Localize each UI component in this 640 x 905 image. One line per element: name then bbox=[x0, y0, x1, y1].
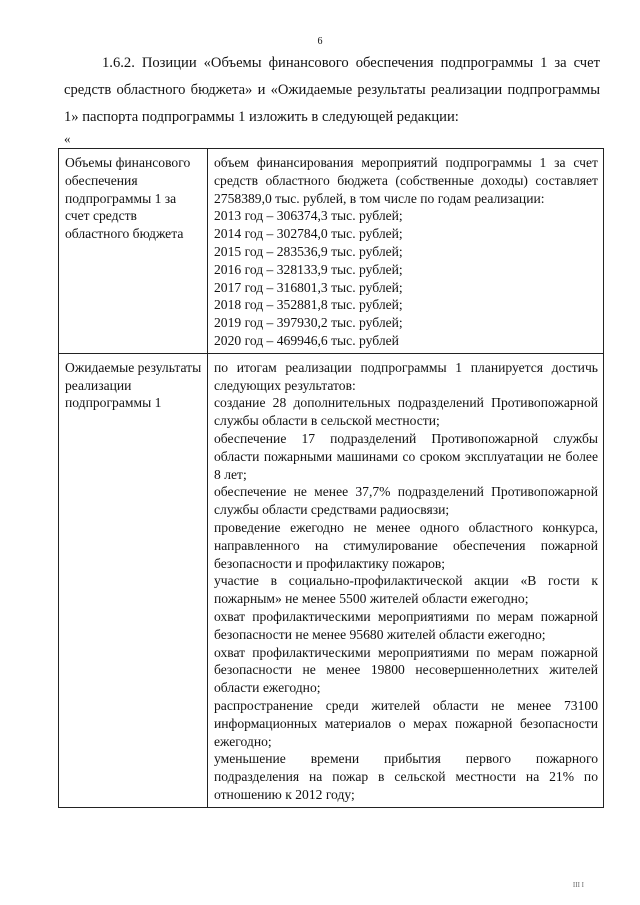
result-item: охват профилактическими мероприятиями по мерам пожарной безопасности не менее 19800 несовершеннолетних жителей области ежегодно; bbox=[214, 644, 598, 696]
result-item: уменьшение времени прибытия первого пожарного подразделения на пожар в сельской местности на 21% по отношению к 2012 году; bbox=[214, 751, 598, 802]
year-line: 2015 год – 283536,9 тыс. рублей; bbox=[214, 243, 403, 259]
year-line: 2014 год – 302784,0 тыс. рублей; bbox=[214, 226, 403, 242]
page-number: 6 bbox=[317, 36, 323, 47]
footer-mark: III I bbox=[572, 881, 584, 889]
result-item: создание 28 дополнительных подразделений Противопожарной службы области в сельской местности; bbox=[214, 395, 598, 429]
year-line: 2017 год – 316801,3 тыс. рублей; bbox=[214, 279, 403, 295]
funding-label: Объемы финансового обеспечения подпрограммы 1 за счет средств областного бюджета bbox=[59, 149, 208, 354]
result-item: обеспечение 17 подразделений Противопожарной службы области пожарными машинами со сроком эксплуатации не более 8 лет; bbox=[214, 430, 598, 482]
passport-table bbox=[58, 148, 604, 808]
year-line: 2018 год – 352881,8 тыс. рублей; bbox=[214, 297, 403, 313]
result-item: проведение ежегодно не менее одного областного конкурса, направленного на стимулирование обеспечения пожарной безопасности и профилактику пожаров; bbox=[214, 519, 598, 571]
year-line: 2013 год – 306374,3 тыс. рублей; bbox=[214, 208, 403, 224]
year-line: 2019 год – 397930,2 тыс. рублей; bbox=[214, 315, 403, 331]
year-line: 2020 год – 469946,6 тыс. рублей bbox=[214, 332, 399, 348]
result-item: по итогам реализации подпрограммы 1 планируется достичь следующих результатов: bbox=[214, 359, 598, 393]
funding-intro: объем финансирования мероприятий подпрограммы 1 за счет средств областного бюджета (собственные доходы) составляет 2758389,0 тыс. рублей, в том числе по годам реализации: bbox=[214, 155, 598, 206]
results-content bbox=[208, 353, 604, 807]
result-item: распространение среди жителей области не менее 73100 информационных материалов о мерах пожарной безопасности ежегодно; bbox=[214, 697, 598, 749]
result-item: участие в социально-профилактической акции «В гости к пожарным» не менее 5500 жителей области ежегодно; bbox=[214, 573, 598, 607]
results-label: Ожидаемые результаты реализации подпрограммы 1 bbox=[59, 353, 208, 807]
funding-content bbox=[208, 149, 604, 354]
year-line: 2016 год – 328133,9 тыс. рублей; bbox=[214, 261, 403, 277]
opening-quote: « bbox=[64, 131, 71, 146]
table-row-results bbox=[59, 353, 604, 807]
result-item: обеспечение не менее 37,7% подразделений Противопожарной службы области средствами радиосвязи; bbox=[214, 484, 598, 518]
result-item: охват профилактическими мероприятиями по мерам пожарной безопасности не менее 95680 жителей области ежегодно; bbox=[214, 608, 598, 642]
table-row-funding bbox=[59, 149, 604, 354]
intro-paragraph: 1.6.2. Позиции «Объемы финансового обеспечения подпрограммы 1 за счет средств областного бюджета» и «Ожидаемые результаты реализации подпрограммы 1» паспорта подпрограммы 1 изложить в следующей редакции: bbox=[64, 55, 600, 125]
